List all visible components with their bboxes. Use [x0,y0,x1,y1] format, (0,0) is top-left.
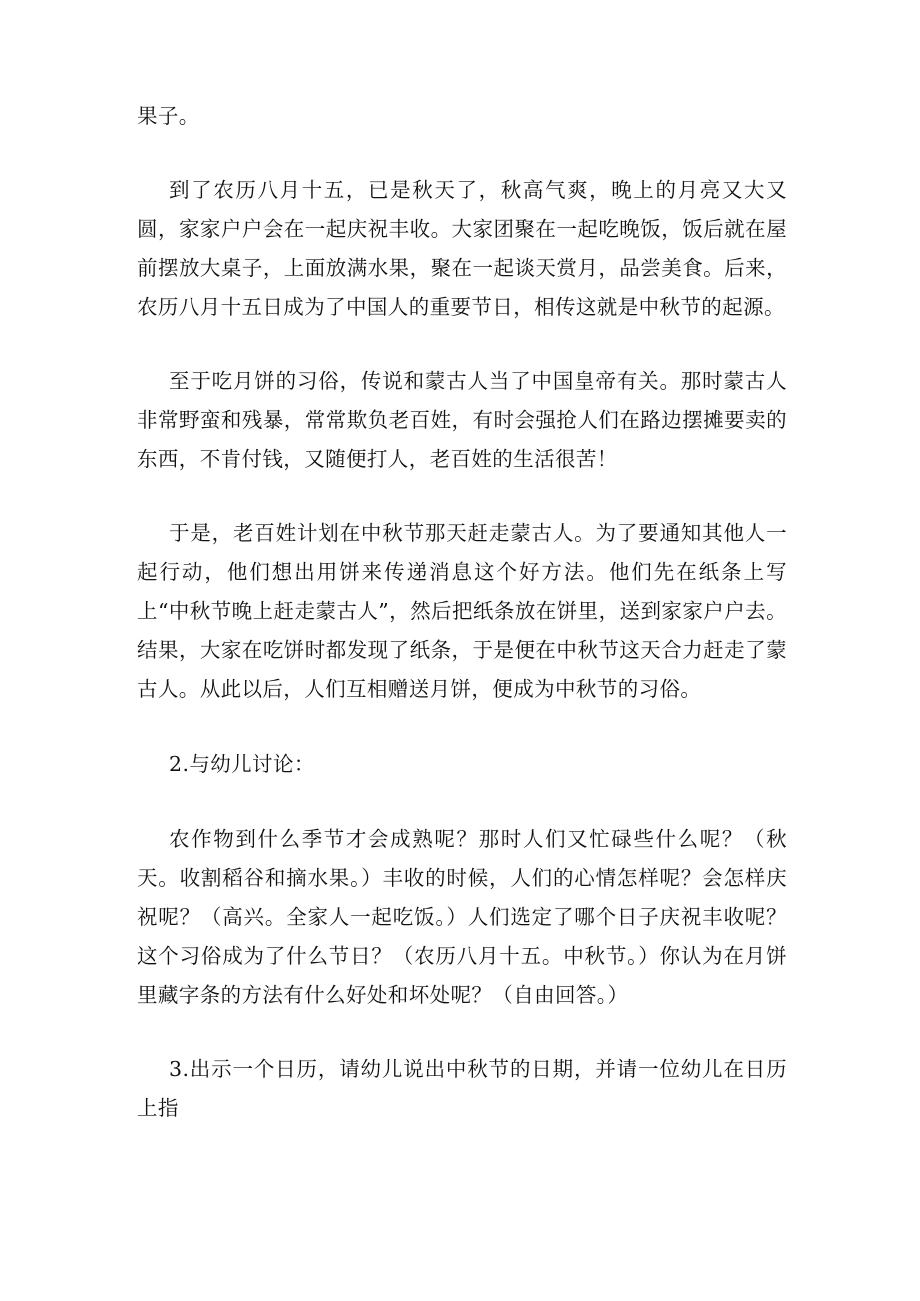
paragraph-discussion-questions: 农作物到什么季节才会成熟呢？那时人们又忙碌些什么呢？（秋天。收割稻谷和摘水果。）丰收的时候，人们的心情怎样呢？会怎样庆祝呢？（高兴。全家人一起吃饭。）人们选定了哪个日子庆祝丰收呢？这个习俗成为了什么节日？（农历八月十五。中秋节。）你认为在月饼里藏字条的方法有什么好处和坏处呢？（自由回答。） [137,827,787,1007]
paragraph-continuation: 果子。 [137,104,200,128]
section-heading-discussion: 2.与幼儿讨论： [169,752,315,776]
paragraph-driving-out: 于是，老百姓计划在中秋节那天赶走蒙古人。为了要通知其他人一起行动，他们想出用饼来传递消息这个好方法。他们先在纸条上写上“中秋节晚上赶走蒙古人”，然后把纸条放在饼里，送到家家户户去。结果，大家在吃饼时都发现了纸条，于是便在中秋节这天合力赶走了蒙古人。从此以后，人们互相赠送月饼，便成为中秋节的习俗。 [137,521,787,701]
paragraph-mooncake-legend: 至于吃月饼的习俗，传说和蒙古人当了中国皇帝有关。那时蒙古人非常野蛮和残暴，常常欺负老百姓，有时会强抢人们在路边摆摊要卖的东西，不肯付钱，又随便打人，老百姓的生活很苦！ [137,369,787,471]
paragraph-calendar-activity: 3.出示一个日历，请幼儿说出中秋节的日期，并请一位幼儿在日历上指 [137,1057,787,1120]
paragraph-festival-origin: 到了农历八月十五，已是秋天了，秋高气爽，晚上的月亮又大又圆，家家户户会在一起庆祝丰收。大家团聚在一起吃晚饭，饭后就在屋前摆放大桌子，上面放满水果，聚在一起谈天赏月，品尝美食。后来，农历八月十五日成为了中国人的重要节日，相传这就是中秋节的起源。 [137,178,787,319]
document-page [137,97,787,1128]
